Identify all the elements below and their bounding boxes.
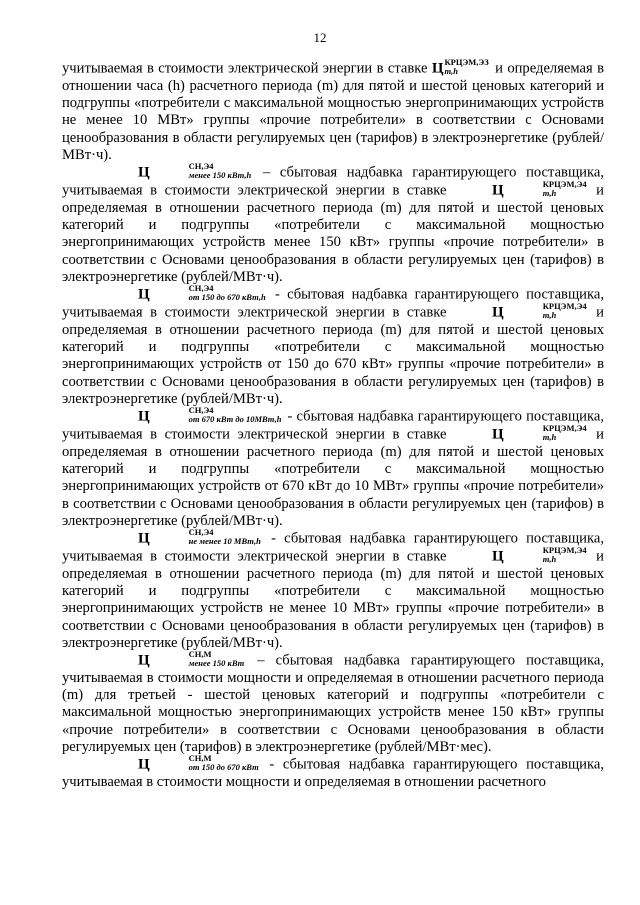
symbol-superscript: СН,Э4 [188, 283, 214, 294]
symbol-subscript: не менее 10 МВт,h [188, 536, 261, 547]
paragraph-text: учитываемая в стоимости электрической энергии в ставке [62, 182, 455, 199]
symbol-indices [151, 406, 282, 424]
rate-symbol [454, 423, 587, 444]
rate-symbol [431, 57, 489, 78]
paragraph-text: учитываемая в стоимости электрической энергии в ставке [62, 304, 455, 321]
symbol-base: Ц [138, 164, 150, 181]
paragraph-text: учитываемая в стоимости электрической энергии в ставке [62, 60, 432, 77]
symbol-superscript: СН,М [188, 753, 212, 764]
symbol-subscript: m,h [542, 432, 557, 443]
definition-lead: – сбытовая надбавка гарантирующего поставщика, [253, 164, 604, 181]
rate-symbol [454, 179, 587, 200]
paragraph [62, 161, 604, 286]
symbol-base: Ц [492, 304, 504, 321]
symbol-superscript: КРЦЭМ,Э4 [542, 545, 587, 556]
symbol-superscript: СН,Э4 [188, 161, 214, 172]
symbol-subscript: от 150 до 670 кВт,h [188, 292, 266, 303]
symbol-base: Ц [492, 548, 504, 565]
symbol-indices [505, 302, 587, 320]
paragraph-text: и определяемая в отношении расчетного периода (m) для пятой и шестой ценовых категорий и подгруппы «потребители с максимальной мощностью энергопринимающих устройств от 670 кВт до 10 МВт» группы «прочие потребители» в соответствии с Основами ценообразования в области регулируемых цен (тарифов) в электроэнергетике (рублей/МВт·ч). [62, 426, 604, 529]
definition-lead: - сбытовая надбавка гарантирующего поставщика, [283, 408, 604, 425]
symbol-superscript: КРЦЭМ,Э4 [542, 179, 587, 190]
symbol-indices [151, 528, 261, 546]
symbol-superscript: СН,Э4 [188, 405, 214, 416]
symbol-base: Ц [138, 408, 150, 425]
lead-symbol [100, 161, 252, 182]
symbol-base: Ц [138, 756, 150, 773]
paragraph-text: и определяемая в отношении часа (h) расчетного периода (m) для пятой и шестой ценовых категорий и подгруппы «потребители с максимальной мощностью энергопринимающих устройств не менее 10 МВт» группы «прочие потребители» в соответствии с Основами ценообразования в области регулируемых цен (тарифов) в электроэнергетике (рублей/МВт·ч). [62, 60, 604, 163]
paragraph [62, 527, 604, 652]
paragraph [62, 649, 604, 756]
symbol-base: Ц [138, 286, 150, 303]
symbol-subscript: m,h [444, 66, 458, 76]
symbol-base: Ц [138, 652, 150, 669]
symbol-subscript: от 150 до 670 кВт [188, 762, 259, 773]
paragraph-text: учитываемая в стоимости электрической энергии в ставке [62, 548, 455, 565]
definition-lead: - сбытовая надбавка гарантирующего поставщика, [267, 286, 604, 303]
symbol-base: Ц [492, 426, 504, 443]
symbol-indices [151, 284, 266, 302]
symbol-indices [151, 162, 252, 180]
paragraph [62, 405, 604, 530]
rate-symbol [454, 301, 587, 322]
paragraph [62, 753, 604, 791]
lead-symbol [100, 527, 261, 548]
symbol-base: Ц [431, 60, 444, 77]
symbol-superscript: КРЦЭМ,Э4 [542, 423, 587, 434]
symbol-subscript: менее 150 кВт [188, 658, 245, 669]
symbol-indices [505, 180, 587, 198]
symbol-superscript: СН,Э4 [188, 527, 214, 538]
definition-lead: - сбытовая надбавка гарантирующего поставщика, учитываемая в стоимости мощности и определяемая в отношении расчетного [62, 756, 604, 791]
symbol-superscript: СН,М [188, 649, 212, 660]
symbol-subscript: от 670 кВт до 10МВт,h [188, 414, 282, 425]
symbol-base: Ц [138, 530, 150, 547]
paragraph-text: и определяемая в отношении расчетного периода (m) для пятой и шестой ценовых категорий и подгруппы «потребители с максимальной мощностью энергопринимающих устройств от 150 до 670 кВт» группы «прочие потребители» в соответствии с Основами ценообразования в области регулируемых цен (тарифов) в электроэнергетике (рублей/МВт·ч). [62, 304, 604, 407]
symbol-subscript: m,h [542, 554, 557, 565]
paragraph-text: учитываемая в стоимости электрической энергии в ставке [62, 426, 455, 443]
lead-symbol [100, 753, 259, 774]
definition-lead: - сбытовая надбавка гарантирующего поставщика, [262, 530, 604, 547]
symbol-subscript: менее 150 кВт,h [188, 170, 252, 181]
symbol-superscript: КРЦЭМ,Э4 [542, 301, 587, 312]
paragraph [62, 283, 604, 408]
lead-symbol [100, 649, 245, 670]
symbol-indices [445, 58, 489, 76]
symbol-indices [151, 650, 245, 668]
rate-symbol [454, 545, 587, 566]
symbol-subscript: m,h [542, 188, 557, 199]
lead-symbol [100, 405, 282, 426]
symbol-subscript: m,h [542, 310, 557, 321]
symbol-indices [151, 754, 259, 772]
page-number: 12 [313, 30, 327, 45]
paragraph-text: и определяемая в отношении расчетного периода (m) для пятой и шестой ценовых категорий и подгруппы «потребители с максимальной мощностью энергопринимающих устройств не менее 10 МВт» группы «прочие потребители» в соответствии с Основами ценообразования в области регулируемых цен (тарифов) в электроэнергетике (рублей/МВт·ч). [62, 548, 604, 651]
symbol-base: Ц [492, 182, 504, 199]
document-body [62, 57, 604, 791]
lead-symbol [100, 283, 266, 304]
paragraph [62, 57, 604, 164]
symbol-indices [505, 424, 587, 442]
definition-lead: – сбытовая надбавка гарантирующего поставщика, учитываемая в стоимости мощности и определяемая в отношении расчетного периода (m) для третьей - шестой ценовых категорий и подгруппы «потребители с максимальной мощностью энергопринимающих устройств менее 150 кВт» группы «прочие потребители» в соответствии с Основами ценообразования в области регулируемых цен (тарифов) в электроэнергетике (рублей/МВт·мес). [62, 652, 604, 755]
paragraph-text: и определяемая в отношении расчетного периода (m) для пятой и шестой ценовых категорий и подгруппы «потребители с максимальной мощностью энергопринимающих устройств менее 150 кВт» группы «прочие потребители» в соответствии с Основами ценообразования в области регулируемых цен (тарифов) в электроэнергетике (рублей/МВт·ч). [62, 182, 604, 285]
symbol-superscript: КРЦЭМ,ЭЗ [444, 57, 489, 67]
symbol-indices [505, 546, 587, 564]
